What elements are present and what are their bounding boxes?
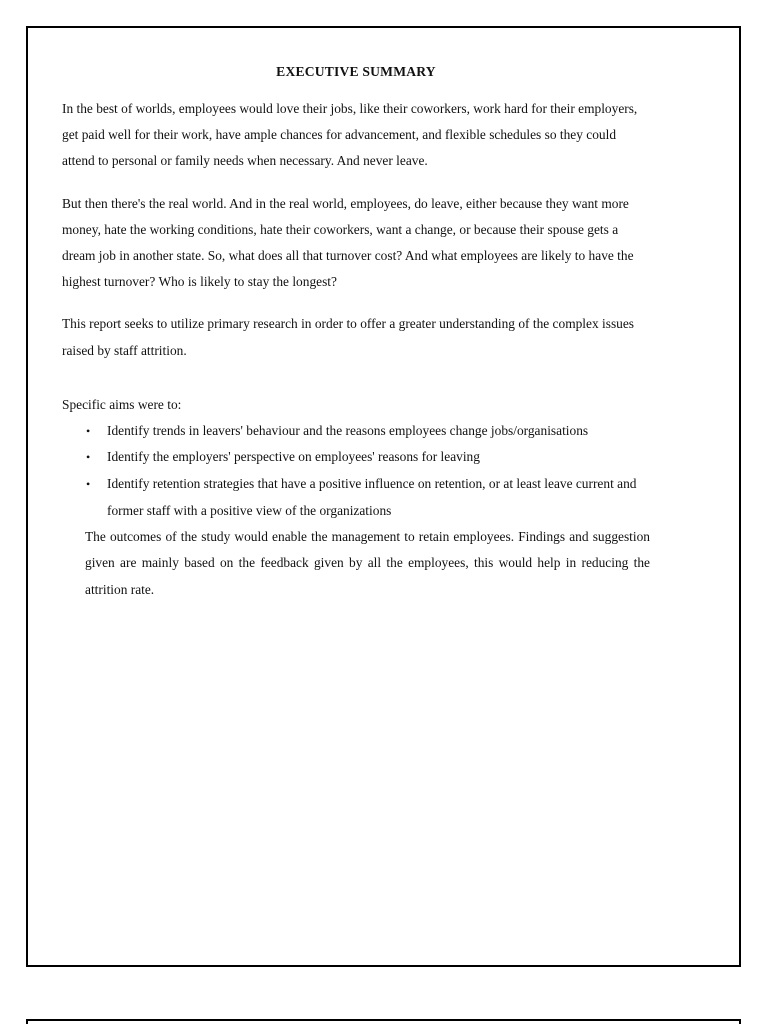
- list-item: [62, 444, 650, 471]
- document-body: [62, 64, 650, 603]
- bullet-icon: •: [86, 477, 91, 492]
- paragraph-real-world: But then there's the real world. And in the real world, employees, do leave, either because they want more money, hate the working conditions, hate their coworkers, want a change, or because their spouse gets a dream job in another state. So, what does all that turnover cost? And what employees are likely to have the highest turnover? Who is likely to stay the longest?: [62, 195, 634, 290]
- paragraph-report-purpose: This report seeks to utilize primary research in order to offer a greater understanding of the complex issues raised by staff attrition.: [62, 316, 635, 358]
- aim-text: Identify the employers' perspective on employees' reasons for leaving: [107, 449, 480, 465]
- aim-text: Identify trends in leavers' behaviour and the reasons employees change jobs/organisations: [107, 422, 589, 438]
- paragraph-outcomes: The outcomes of the study would enable the management to retain employees. Findings and suggestion given are mainly based on the feedback given by all the employees, this would help in reducing the attrition rate.: [85, 529, 650, 597]
- aim-text: Identify retention strategies that have a positive influence on retention, or at least leave current and former staff with a positive view of the organizations: [107, 476, 637, 518]
- list-item: [62, 418, 650, 445]
- page-title: EXECUTIVE SUMMARY: [276, 64, 436, 79]
- aims-list: [62, 418, 650, 524]
- bullet-icon: •: [86, 423, 91, 438]
- aims-intro: Specific aims were to:: [62, 396, 182, 412]
- next-page-border: [26, 1019, 741, 1024]
- bullet-icon: •: [86, 450, 91, 465]
- paragraph-intro: In the best of worlds, employees would love their jobs, like their coworkers, work hard for their employers, get paid well for their work, have ample chances for advancement, and flexible schedules so they could attend to personal or family needs when necessary. And never leave.: [62, 101, 638, 169]
- list-item: [62, 471, 650, 524]
